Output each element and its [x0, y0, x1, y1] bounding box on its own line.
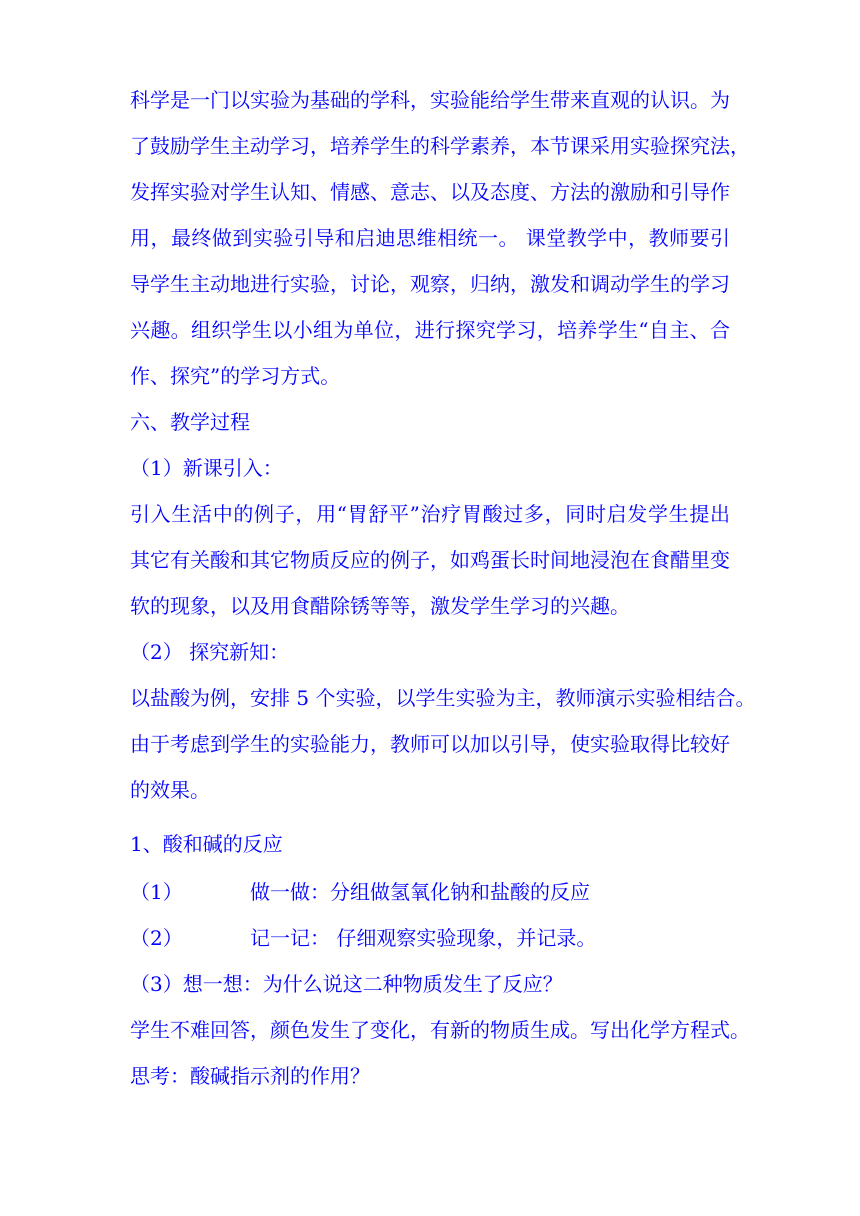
paragraph-line: 的效果。	[130, 778, 210, 802]
list-item-text: 做一做：分组做氢氧化钠和盐酸的反应	[250, 880, 590, 904]
list-item-text: 记一记： 仔细观察实验现象，并记录。	[250, 926, 597, 950]
list-item	[130, 915, 730, 961]
paragraph-line: 作、探究”的学习方式。	[130, 364, 341, 388]
paragraph-line: 引入生活中的例子，用“胃舒平”治疗胃酸过多，同时启发学生提出	[130, 502, 730, 526]
paragraph-line: 兴趣。组织学生以小组为单位，进行探究学习，培养学生“自主、合	[130, 318, 730, 342]
paragraph-line: 导学生主动地进行实验，讨论，观察，归纳，激发和调动学生的学习	[130, 272, 730, 296]
paragraph-line: 科学是一门以实验为基础的学科，实验能给学生带来直观的认识。为	[130, 88, 730, 112]
list-item-number: （1）	[130, 880, 183, 904]
paragraph-line: 发挥实验对学生认知、情感、意志、以及态度、方法的激励和引导作	[130, 180, 730, 204]
paragraph-line: 其它有关酸和其它物质反应的例子，如鸡蛋长时间地浸泡在食醋里变	[130, 548, 730, 572]
paragraph-line: 由于考虑到学生的实验能力，教师可以加以引导，使实验取得比较好	[130, 732, 730, 756]
paragraph-line: 学生不难回答，颜色发生了变化，有新的物质生成。写出化学方程式。	[130, 1018, 750, 1042]
step-heading: （1）新课引入：	[130, 456, 283, 480]
paragraph-line: 用，最终做到实验引导和启迪思维相统一。 课堂教学中，教师要引	[130, 226, 730, 250]
step-heading: （2） 探究新知：	[130, 640, 290, 664]
list-item-number: （2）	[130, 926, 183, 950]
list-item: （3）想一想：为什么说这二种物质发生了反应？	[130, 972, 563, 996]
subsection-heading: 1、酸和碱的反应	[130, 832, 283, 856]
list-item	[130, 869, 730, 915]
paragraph-line: 了鼓励学生主动学习，培养学生的科学素养，本节课采用实验探究法，	[130, 134, 750, 158]
paragraph-line: 软的现象，以及用食醋除锈等等，激发学生学习的兴趣。	[130, 594, 630, 618]
paragraph-line: 思考：酸碱指示剂的作用？	[130, 1064, 370, 1088]
paragraph-line: 以盐酸为例，安排 5 个实验，以学生实验为主，教师演示实验相结合。	[130, 686, 756, 710]
section-heading: 六、教学过程	[130, 410, 250, 434]
